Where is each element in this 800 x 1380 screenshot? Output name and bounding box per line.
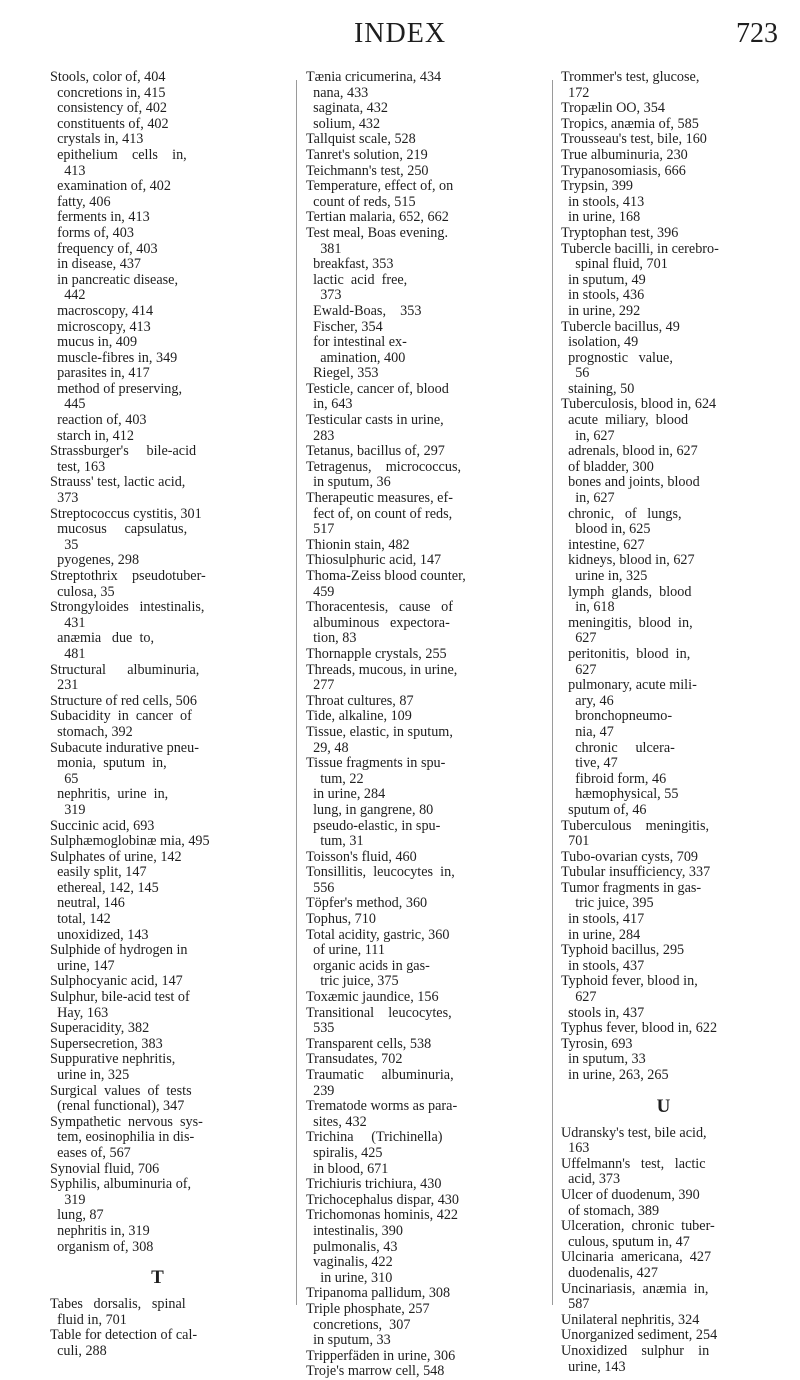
index-entry-line: 413: [50, 162, 86, 179]
index-entry-line: in urine, 310: [306, 1269, 393, 1286]
index-entry-line: 172: [561, 84, 590, 101]
index-entry-line: 381: [306, 240, 342, 257]
index-entry-line: Test meal, Boas evening.: [306, 224, 449, 241]
page-title: INDEX: [353, 18, 447, 49]
index-entry-line: in stools, 417: [561, 911, 645, 928]
index-entry-line: examination of, 402: [50, 178, 171, 195]
index-entry-line: Tryptophan test, 396: [561, 224, 679, 241]
index-entry-line: 587: [561, 1296, 590, 1313]
index-entry-line: Tripanoma pallidum, 308: [306, 1285, 451, 1302]
index-entry-line: staining, 50: [561, 380, 635, 397]
index-entry-line: culi, 288: [50, 1342, 107, 1359]
index-entry-line: Tissue fragments in spu-: [306, 755, 446, 772]
index-entry-line: lung, in gangrene, 80: [306, 801, 434, 818]
index-entry-line: Riegel, 353: [306, 365, 379, 382]
page-number: 723: [736, 18, 778, 49]
index-entry-line: Tissue, elastic, in sputum,: [306, 723, 453, 740]
index-entry-line: 319: [50, 801, 86, 818]
index-entry-line: hæmophysical, 55: [561, 786, 679, 803]
index-entry-line: adrenals, blood in, 627: [561, 443, 698, 460]
index-entry-line: 231: [50, 677, 79, 694]
index-entry-line: in stools, 413: [561, 193, 645, 210]
index-entry-line: Tropælin OO, 354: [561, 100, 665, 117]
index-entry-line: culous, sputum in, 47: [561, 1233, 690, 1250]
index-entry-line: nephritis in, 319: [50, 1222, 150, 1239]
index-entry-line: Trichomonas hominis, 422: [306, 1207, 459, 1224]
index-entry-line: Threads, mucous, in urine,: [306, 661, 458, 678]
index-entry-line: Trypanosomiasis, 666: [561, 162, 686, 179]
index-entry-line: nephritis, urine in,: [50, 786, 169, 803]
index-entry-line: saginata, 432: [306, 100, 388, 117]
index-entry-line: Ewald-Boas, 353: [306, 302, 422, 319]
index-entry-line: Tubercle bacillus, 49: [561, 318, 680, 335]
index-entry-line: lactic acid free,: [306, 271, 408, 288]
index-entry-line: Tetanus, bacillus of, 297: [306, 443, 445, 460]
index-entry-line: mucosus capsulatus,: [50, 521, 188, 538]
index-entry-line: (renal functional), 347: [50, 1098, 185, 1115]
index-entry-line: of bladder, 300: [561, 458, 654, 475]
index-entry-line: 535: [306, 1020, 335, 1037]
index-entry-line: Trematode worms as para-: [306, 1098, 458, 1115]
index-entry-line: Transparent cells, 538: [306, 1035, 432, 1052]
index-column-2: [306, 70, 551, 1380]
index-entry-line: chronic ulcera-: [561, 739, 675, 756]
index-entry-line: Subacidity in cancer of: [50, 708, 192, 725]
index-entry-line: Teichmann's test, 250: [306, 162, 429, 179]
index-entry-line: Töpfer's method, 360: [306, 895, 428, 912]
index-entry-line: Unoxidized sulphur in: [561, 1342, 710, 1359]
index-entry-line: Typhoid fever, blood in,: [561, 973, 698, 990]
index-entry-line: 319: [50, 1191, 86, 1208]
index-entry-line: solium, 432: [306, 115, 381, 132]
index-entry-line: urine, 143: [561, 1358, 626, 1375]
index-entry-line: Strauss' test, lactic acid,: [50, 474, 186, 491]
index-entry-line: Tuberculous meningitis,: [561, 817, 710, 834]
index-entry-line: Transudates, 702: [306, 1051, 403, 1068]
index-entry-line: Tubercle bacilli, in cerebro-: [561, 240, 719, 257]
index-entry-line: anæmia due to,: [50, 630, 155, 647]
index-entry-line: kidneys, blood in, 627: [561, 552, 695, 569]
index-entry-line: 431: [50, 614, 86, 631]
index-entry-line: Uncinariasis, anæmia in,: [561, 1280, 709, 1297]
index-entry-line: 373: [306, 287, 342, 304]
index-entry-line: pulmonary, acute mili-: [561, 677, 697, 694]
index-entry-line: Table for detection of cal-: [50, 1327, 198, 1344]
index-entry-line: Tripperfäden in urine, 306: [306, 1347, 456, 1364]
index-entry-line: Total acidity, gastric, 360: [306, 926, 450, 943]
index-entry-line: macroscopy, 414: [50, 302, 154, 319]
index-entry-line: Sympathetic nervous sys-: [50, 1113, 203, 1130]
index-entry-line: Sulphocyanic acid, 147: [50, 973, 183, 990]
index-entry-line: Transitional leucocytes,: [306, 1004, 452, 1021]
index-entry-line: Thionin stain, 482: [306, 536, 410, 553]
column-divider: [552, 80, 553, 1305]
index-entry-line: Thiosulphuric acid, 147: [306, 552, 442, 569]
index-entry-line: frequency of, 403: [50, 240, 158, 257]
index-entry-line: 517: [306, 521, 335, 538]
index-entry-line: 163: [561, 1140, 590, 1157]
index-entry-line: Tide, alkaline, 109: [306, 708, 412, 725]
index-entry-line: vaginalis, 422: [306, 1254, 393, 1271]
index-entry-line: neutral, 146: [50, 895, 125, 912]
index-entry-line: 556: [306, 879, 335, 896]
index-entry-line: Tubular insufficiency, 337: [561, 864, 711, 881]
index-entry-line: spinal fluid, 701: [561, 256, 668, 273]
index-entry-line: of urine, 111: [306, 942, 385, 959]
index-entry-line: in stools, 437: [561, 957, 645, 974]
index-entry-line: Tetragenus, micrococcus,: [306, 458, 462, 475]
index-entry-line: in urine, 168: [561, 209, 641, 226]
section-letter: T: [151, 1267, 164, 1289]
index-entry-line: 459: [306, 583, 335, 600]
index-entry-line: monia, sputum in,: [50, 755, 167, 772]
index-entry-line: intestinalis, 390: [306, 1222, 403, 1239]
section-letter: U: [656, 1095, 671, 1117]
index-entry-line: Trichina (Trichinella): [306, 1129, 443, 1146]
index-entry-line: Ulcinaria americana, 427: [561, 1249, 712, 1266]
index-entry-line: Triple phosphate, 257: [306, 1300, 430, 1317]
index-entry-line: meningitis, blood in,: [561, 614, 693, 631]
index-entry-line: True albuminuria, 230: [561, 146, 688, 163]
index-entry-line: 239: [306, 1082, 335, 1099]
index-entry-line: in sputum, 36: [306, 474, 391, 491]
index-entry-line: tum, 22: [306, 770, 364, 787]
index-entry-line: in sputum, 49: [561, 271, 646, 288]
index-entry-line: Tabes dorsalis, spinal: [50, 1296, 186, 1313]
index-entry-line: 701: [561, 833, 590, 850]
index-entry-line: Streptothrix pseudotuber-: [50, 568, 206, 584]
index-entry-line: Trommer's test, glucose,: [561, 69, 700, 85]
index-entry-line: Tumor fragments in gas-: [561, 879, 702, 896]
index-entry-line: 277: [306, 677, 335, 694]
index-entry-line: tive, 47: [561, 755, 618, 772]
index-entry-line: nia, 47: [561, 723, 614, 740]
index-entry-line: Ulcer of duodenum, 390: [561, 1186, 700, 1203]
index-entry-line: tric juice, 375: [306, 973, 399, 990]
index-entry-line: ary, 46: [561, 692, 614, 709]
index-entry-line: Tophus, 710: [306, 911, 376, 928]
index-entry-line: microscopy, 413: [50, 318, 151, 335]
index-entry-line: concretions, 307: [306, 1316, 411, 1333]
index-entry-line: acute miliary, blood: [561, 412, 689, 429]
index-entry-line: 35: [50, 536, 79, 553]
index-entry-line: Trypsin, 399: [561, 178, 634, 195]
index-entry-line: Hay, 163: [50, 1004, 109, 1021]
index-entry-line: 627: [561, 630, 597, 647]
index-entry-line: sputum of, 46: [561, 801, 647, 818]
index-entry-line: method of preserving,: [50, 380, 182, 397]
index-entry-line: lymph glands, blood: [561, 583, 692, 600]
index-entry-line: Trichiuris trichiura, 430: [306, 1176, 442, 1193]
index-entry-line: Tonsillitis, leucocytes in,: [306, 864, 455, 881]
index-entry-line: fluid in, 701: [50, 1311, 127, 1328]
index-entry-line: eases of, 567: [50, 1144, 131, 1161]
index-column-3: [561, 70, 796, 1375]
index-entry-line: in urine, 284: [306, 786, 386, 803]
index-entry-line: unoxidized, 143: [50, 926, 149, 943]
index-entry-line: lung, 87: [50, 1207, 104, 1224]
index-entry-line: Sulphæmoglobinæ mia, 495: [50, 833, 210, 850]
index-entry-line: albuminous expectora-: [306, 614, 450, 631]
index-entry-line: urine in, 325: [561, 568, 648, 584]
index-entry-line: Thornapple crystals, 255: [306, 645, 447, 662]
index-entry-line: Tænia cricumerina, 434: [306, 69, 442, 85]
index-entry-line: Therapeutic measures, ef-: [306, 490, 453, 507]
index-entry-line: tric juice, 395: [561, 895, 654, 912]
index-entry-line: Trichocephalus dispar, 430: [306, 1191, 459, 1208]
index-entry-line: 283: [306, 427, 335, 444]
index-entry-line: in pancreatic disease,: [50, 271, 179, 288]
index-entry-line: Fischer, 354: [306, 318, 383, 335]
index-entry-line: 445: [50, 396, 86, 413]
index-entry-line: spiralis, 425: [306, 1144, 383, 1161]
index-entry-line: in, 643: [306, 396, 353, 413]
index-entry-line: parasites in, 417: [50, 365, 150, 382]
index-entry-line: Toxæmic jaundice, 156: [306, 989, 439, 1006]
index-entry-line: Typhus fever, blood in, 622: [561, 1020, 718, 1037]
index-entry-line: mucus in, 409: [50, 334, 138, 351]
index-entry-line: 65: [50, 770, 79, 787]
index-entry-line: for intestinal ex-: [306, 334, 407, 351]
index-entry-line: Sulphide of hydrogen in: [50, 942, 188, 959]
index-entry-line: crystals in, 413: [50, 131, 144, 148]
index-entry-line: 481: [50, 645, 86, 662]
index-entry-line: blood in, 625: [561, 521, 651, 538]
index-entry-line: total, 142: [50, 911, 111, 928]
index-entry-line: Tallquist scale, 528: [306, 131, 416, 148]
index-entry-line: ethereal, 142, 145: [50, 879, 159, 896]
index-entry-line: 442: [50, 287, 86, 304]
index-entry-line: in sputum, 33: [561, 1051, 646, 1068]
index-entry-line: fect of, on count of reds,: [306, 505, 453, 522]
index-entry-line: Typhoid bacillus, 295: [561, 942, 685, 959]
index-entry-line: Testicle, cancer of, blood: [306, 380, 449, 397]
index-entry-line: Thoma-Zeiss blood counter,: [306, 568, 466, 584]
index-entry-line: Troje's marrow cell, 548: [306, 1363, 445, 1380]
index-entry-line: Supersecretion, 383: [50, 1035, 163, 1052]
index-entry-line: in blood, 671: [306, 1160, 389, 1177]
index-entry-line: of stomach, 389: [561, 1202, 660, 1219]
index-entry-line: constituents of, 402: [50, 115, 169, 132]
index-entry-line: Tuberculosis, blood in, 624: [561, 396, 717, 413]
index-entry-line: organism of, 308: [50, 1238, 154, 1255]
index-entry-line: Toisson's fluid, 460: [306, 848, 417, 865]
index-entry-line: easily split, 147: [50, 864, 147, 881]
index-entry-line: 373: [50, 490, 79, 507]
index-entry-line: Sulphur, bile-acid test of: [50, 989, 190, 1006]
index-entry-line: bones and joints, blood: [561, 474, 700, 491]
index-entry-line: in, 627: [561, 490, 615, 507]
index-entry-line: prognostic value,: [561, 349, 673, 366]
index-entry-line: tum, 31: [306, 833, 364, 850]
index-entry-line: muscle-fibres in, 349: [50, 349, 178, 366]
index-entry-line: Unorganized sediment, 254: [561, 1327, 718, 1344]
index-entry-line: Succinic acid, 693: [50, 817, 155, 834]
index-entry-line: culosa, 35: [50, 583, 115, 600]
index-entry-line: fatty, 406: [50, 193, 111, 210]
index-entry-line: in urine, 263, 265: [561, 1067, 669, 1083]
index-entry-line: peritonitis, blood in,: [561, 645, 691, 662]
index-entry-line: tem, eosinophilia in dis-: [50, 1129, 195, 1146]
index-entry-line: Trousseau's test, bile, 160: [561, 131, 707, 148]
index-entry-line: nana, 433: [306, 84, 369, 101]
index-entry-line: reaction of, 403: [50, 412, 147, 429]
index-entry-line: 627: [561, 661, 597, 678]
index-entry-line: forms of, 403: [50, 224, 134, 241]
index-entry-line: in disease, 437: [50, 256, 142, 273]
index-entry-line: chronic, of lungs,: [561, 505, 682, 522]
index-entry-line: Subacute indurative pneu-: [50, 739, 199, 756]
index-entry-line: Superacidity, 382: [50, 1020, 150, 1037]
index-entry-line: 29, 48: [306, 739, 349, 756]
column-divider: [296, 80, 297, 1305]
index-entry-line: pyogenes, 298: [50, 552, 140, 569]
index-entry-line: Throat cultures, 87: [306, 692, 414, 709]
index-entry-line: Stools, color of, 404: [50, 69, 166, 85]
index-entry-line: starch in, 412: [50, 427, 134, 444]
index-column-1: [50, 70, 295, 1360]
index-entry-line: tion, 83: [306, 630, 357, 647]
index-entry-line: count of reds, 515: [306, 193, 416, 210]
index-entry-line: Syphilis, albuminuria of,: [50, 1176, 192, 1193]
index-entry-line: urine, 147: [50, 957, 115, 974]
index-entry-line: in, 618: [561, 599, 615, 616]
index-entry-line: urine in, 325: [50, 1067, 130, 1083]
index-entry-line: intestine, 627: [561, 536, 645, 553]
index-entry-line: Strongyloides intestinalis,: [50, 599, 205, 616]
index-entry-line: concretions in, 415: [50, 84, 166, 101]
index-entry-line: Surgical values of tests: [50, 1082, 192, 1099]
index-entry-line: fibroid form, 46: [561, 770, 667, 787]
index-entry-line: Testicular casts in urine,: [306, 412, 444, 429]
index-entry-line: bronchopneumo-: [561, 708, 673, 725]
index-entry-line: pseudo-elastic, in spu-: [306, 817, 441, 834]
index-entry-line: sites, 432: [306, 1113, 367, 1130]
index-entry-line: 627: [561, 989, 597, 1006]
index-entry-line: Ulceration, chronic tuber-: [561, 1218, 715, 1235]
index-entry-line: Temperature, effect of, on: [306, 178, 454, 195]
index-entry-line: breakfast, 353: [306, 256, 394, 273]
index-entry-line: Sulphates of urine, 142: [50, 848, 182, 865]
index-entry-line: 56: [561, 365, 590, 382]
index-entry-line: amination, 400: [306, 349, 406, 366]
index-entry-line: in sputum, 33: [306, 1332, 391, 1349]
index-entry-line: isolation, 49: [561, 334, 639, 351]
index-entry-line: consistency of, 402: [50, 100, 168, 117]
index-entry-line: in urine, 284: [561, 926, 641, 943]
index-entry-line: in urine, 292: [561, 302, 641, 319]
index-entry-line: epithelium cells in,: [50, 146, 187, 163]
index-entry-line: Streptococcus cystitis, 301: [50, 505, 202, 522]
index-entry-line: Suppurative nephritis,: [50, 1051, 176, 1068]
index-entry-line: Structural albuminuria,: [50, 661, 200, 678]
index-entry-line: in, 627: [561, 427, 615, 444]
index-entry-line: Structure of red cells, 506: [50, 692, 197, 709]
index-entry-line: pulmonalis, 43: [306, 1238, 398, 1255]
index-entry-line: Udransky's test, bile acid,: [561, 1124, 707, 1141]
index-entry-line: Tanret's solution, 219: [306, 146, 428, 163]
index-entry-line: test, 163: [50, 458, 106, 475]
index-entry-line: Uffelmann's test, lactic: [561, 1155, 706, 1172]
index-entry-line: Unilateral nephritis, 324: [561, 1311, 700, 1328]
index-entry-line: organic acids in gas-: [306, 957, 430, 974]
index-entry-line: Tertian malaria, 652, 662: [306, 209, 449, 226]
index-entry-line: Tyrosin, 693: [561, 1035, 633, 1052]
index-entry-line: stools in, 437: [561, 1004, 645, 1021]
index-entry-line: ferments in, 413: [50, 209, 150, 226]
index-entry-line: Tropics, anæmia of, 585: [561, 115, 699, 132]
index-entry-line: duodenalis, 427: [561, 1264, 658, 1281]
index-entry-line: Strassburger's bile-acid: [50, 443, 197, 460]
index-entry-line: stomach, 392: [50, 723, 133, 740]
index-entry-line: Thoracentesis, cause of: [306, 599, 453, 616]
index-entry-line: Tubo-ovarian cysts, 709: [561, 848, 699, 865]
index-entry-line: Synovial fluid, 706: [50, 1160, 160, 1177]
index-entry-line: Traumatic albuminuria,: [306, 1067, 454, 1083]
index-entry-line: in stools, 436: [561, 287, 645, 304]
index-entry-line: acid, 373: [561, 1171, 621, 1188]
